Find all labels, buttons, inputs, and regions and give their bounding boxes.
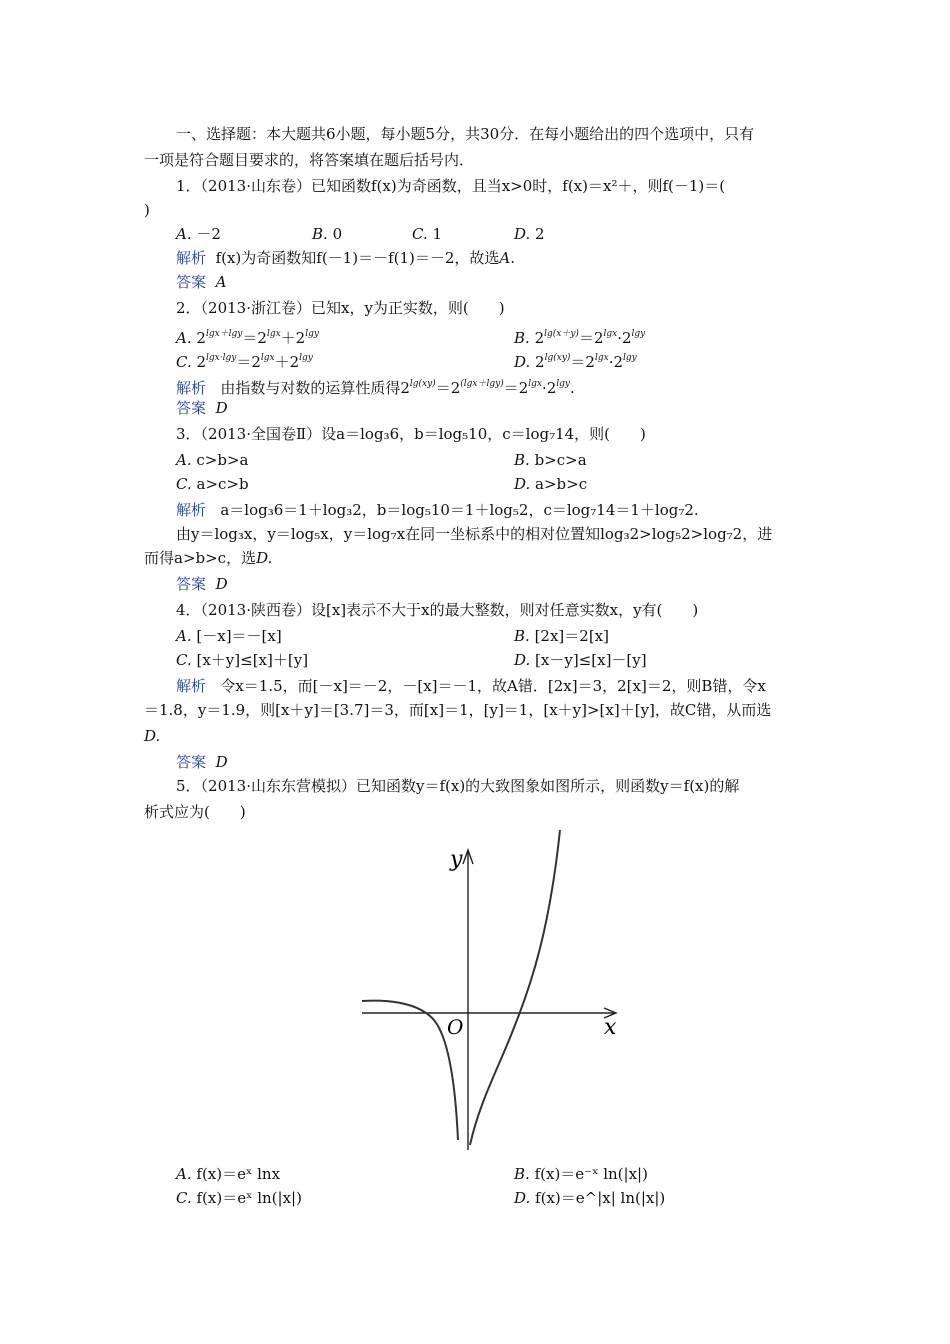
q1-option-b: B. 0 <box>312 225 343 243</box>
q5-stem: 5．（2013·山东东营模拟）已知函数y＝f(x)的大致图象如图所示，则函数y＝f(x)的解 <box>176 777 740 795</box>
q4-analysis-3: D. <box>144 727 161 745</box>
curve-right-branch <box>470 830 560 1145</box>
q1-option-c: C. 1 <box>412 225 443 243</box>
q5-option-b: B. f(x)＝e⁻ˣ ln(|x|) <box>514 1165 648 1183</box>
q5-stem-end: 析式应为( ) <box>144 803 246 821</box>
q4-option-b: B. [2x]＝2[x] <box>514 627 609 645</box>
q1-answer: 答案 A <box>176 273 227 291</box>
q4-stem: 4．（2013·陕西卷）设[x]表示不大于x的最大整数，则对任意实数x，y有( ) <box>176 601 699 619</box>
q5-option-d: D. f(x)＝e^|x| ln(|x|) <box>514 1189 666 1207</box>
q2-option-a: A. $2^{lgx+lgy}=2^{lgx}+2^{lgy}$ <box>176 329 319 347</box>
q1-stem-end: ) <box>144 201 150 219</box>
q5-option-a: A. f(x)＝eˣ lnx <box>176 1165 281 1183</box>
q3-option-a: A. c>b>a <box>176 451 249 469</box>
curve-left-branch <box>362 1001 458 1140</box>
q4-option-a: A. [－x]＝－[x] <box>176 627 282 645</box>
origin-label: O <box>447 1015 464 1039</box>
q2-option-d: D. $2^{lg(xy)}=2^{lgx}\cdot 2^{lgy}$ <box>514 353 637 371</box>
q3-option-d: D. a>b>c <box>514 475 588 493</box>
q3-analysis-1: 解析 a＝log₃6＝1＋log₃2，b＝log₅10＝1＋log₅2，c＝log₇14＝1＋log₇2. <box>176 501 699 519</box>
q4-analysis-1: 解析 令x＝1.5，而[－x]＝－2，－[x]＝－1，故A错．[2x]＝3，2[x]＝2，则B错，令x <box>176 677 766 695</box>
q2-option-c: C. $2^{lgx\cdot lgy}=2^{lgx}+2^{lgy}$ <box>176 353 313 371</box>
q1-option-d: D. 2 <box>514 225 545 243</box>
q3-option-b: B. b>c>a <box>514 451 587 469</box>
q1-analysis: 解析 f(x)为奇函数知f(－1)＝－f(1)＝－2，故选A. <box>176 249 516 267</box>
q3-analysis-3: 而得a>b>c，选D. <box>144 549 273 567</box>
q4-option-d: D. [x－y]≤[x]－[y] <box>514 651 647 669</box>
function-graph <box>340 825 640 1155</box>
q2-stem: 2．（2013·浙江卷）已知x，y为正实数，则( ) <box>176 299 505 317</box>
q2-option-b: B. $2^{lg(x+y)}=2^{lgx}\cdot 2^{lgy}$ <box>514 329 646 347</box>
q4-analysis-2: ＝1.8，y＝1.9，则[x＋y]＝[3.7]＝3，而[x]＝1，[y]＝1，[x＋y]>[x]＋[y]，故C错，从而选 <box>144 701 772 719</box>
q4-answer: 答案 D <box>176 753 228 771</box>
q3-stem: 3．（2013·全国卷Ⅱ）设a＝log₃6，b＝log₅10，c＝log₇14，则( ) <box>176 425 646 443</box>
q3-answer: 答案 D <box>176 575 228 593</box>
q4-option-c: C. [x＋y]≤[x]＋[y] <box>176 651 309 669</box>
intro-line-1: 一、选择题：本大题共6小题，每小题5分，共30分．在每小题给出的四个选项中，只有 <box>176 125 755 143</box>
q1-stem: 1．（2013·山东卷）已知函数f(x)为奇函数，且当x>0时，f(x)＝x²＋，则f(－1)＝( <box>176 177 726 195</box>
q5-option-c: C. f(x)＝eˣ ln(|x|) <box>176 1189 302 1207</box>
q2-analysis: 解析 由指数与对数的运算性质得$2^{lg(xy)}=2^{(lgx+lgy)}=2^{lgx}\cdot 2^{lgy}$. <box>176 379 575 397</box>
x-axis-label: x <box>604 1015 617 1040</box>
q3-analysis-2: 由y＝log₃x，y＝log₅x，y＝log₇x在同一坐标系中的相对位置知log₃2>log₅2>log₇2，进 <box>176 525 773 543</box>
q3-option-c: C. a>c>b <box>176 475 249 493</box>
y-axis-label: y <box>450 847 463 872</box>
q2-answer: 答案 D <box>176 399 228 417</box>
intro-line-2: 一项是符合题目要求的，将答案填在题后括号内． <box>144 151 475 169</box>
q1-option-a: A. －2 <box>176 225 221 243</box>
